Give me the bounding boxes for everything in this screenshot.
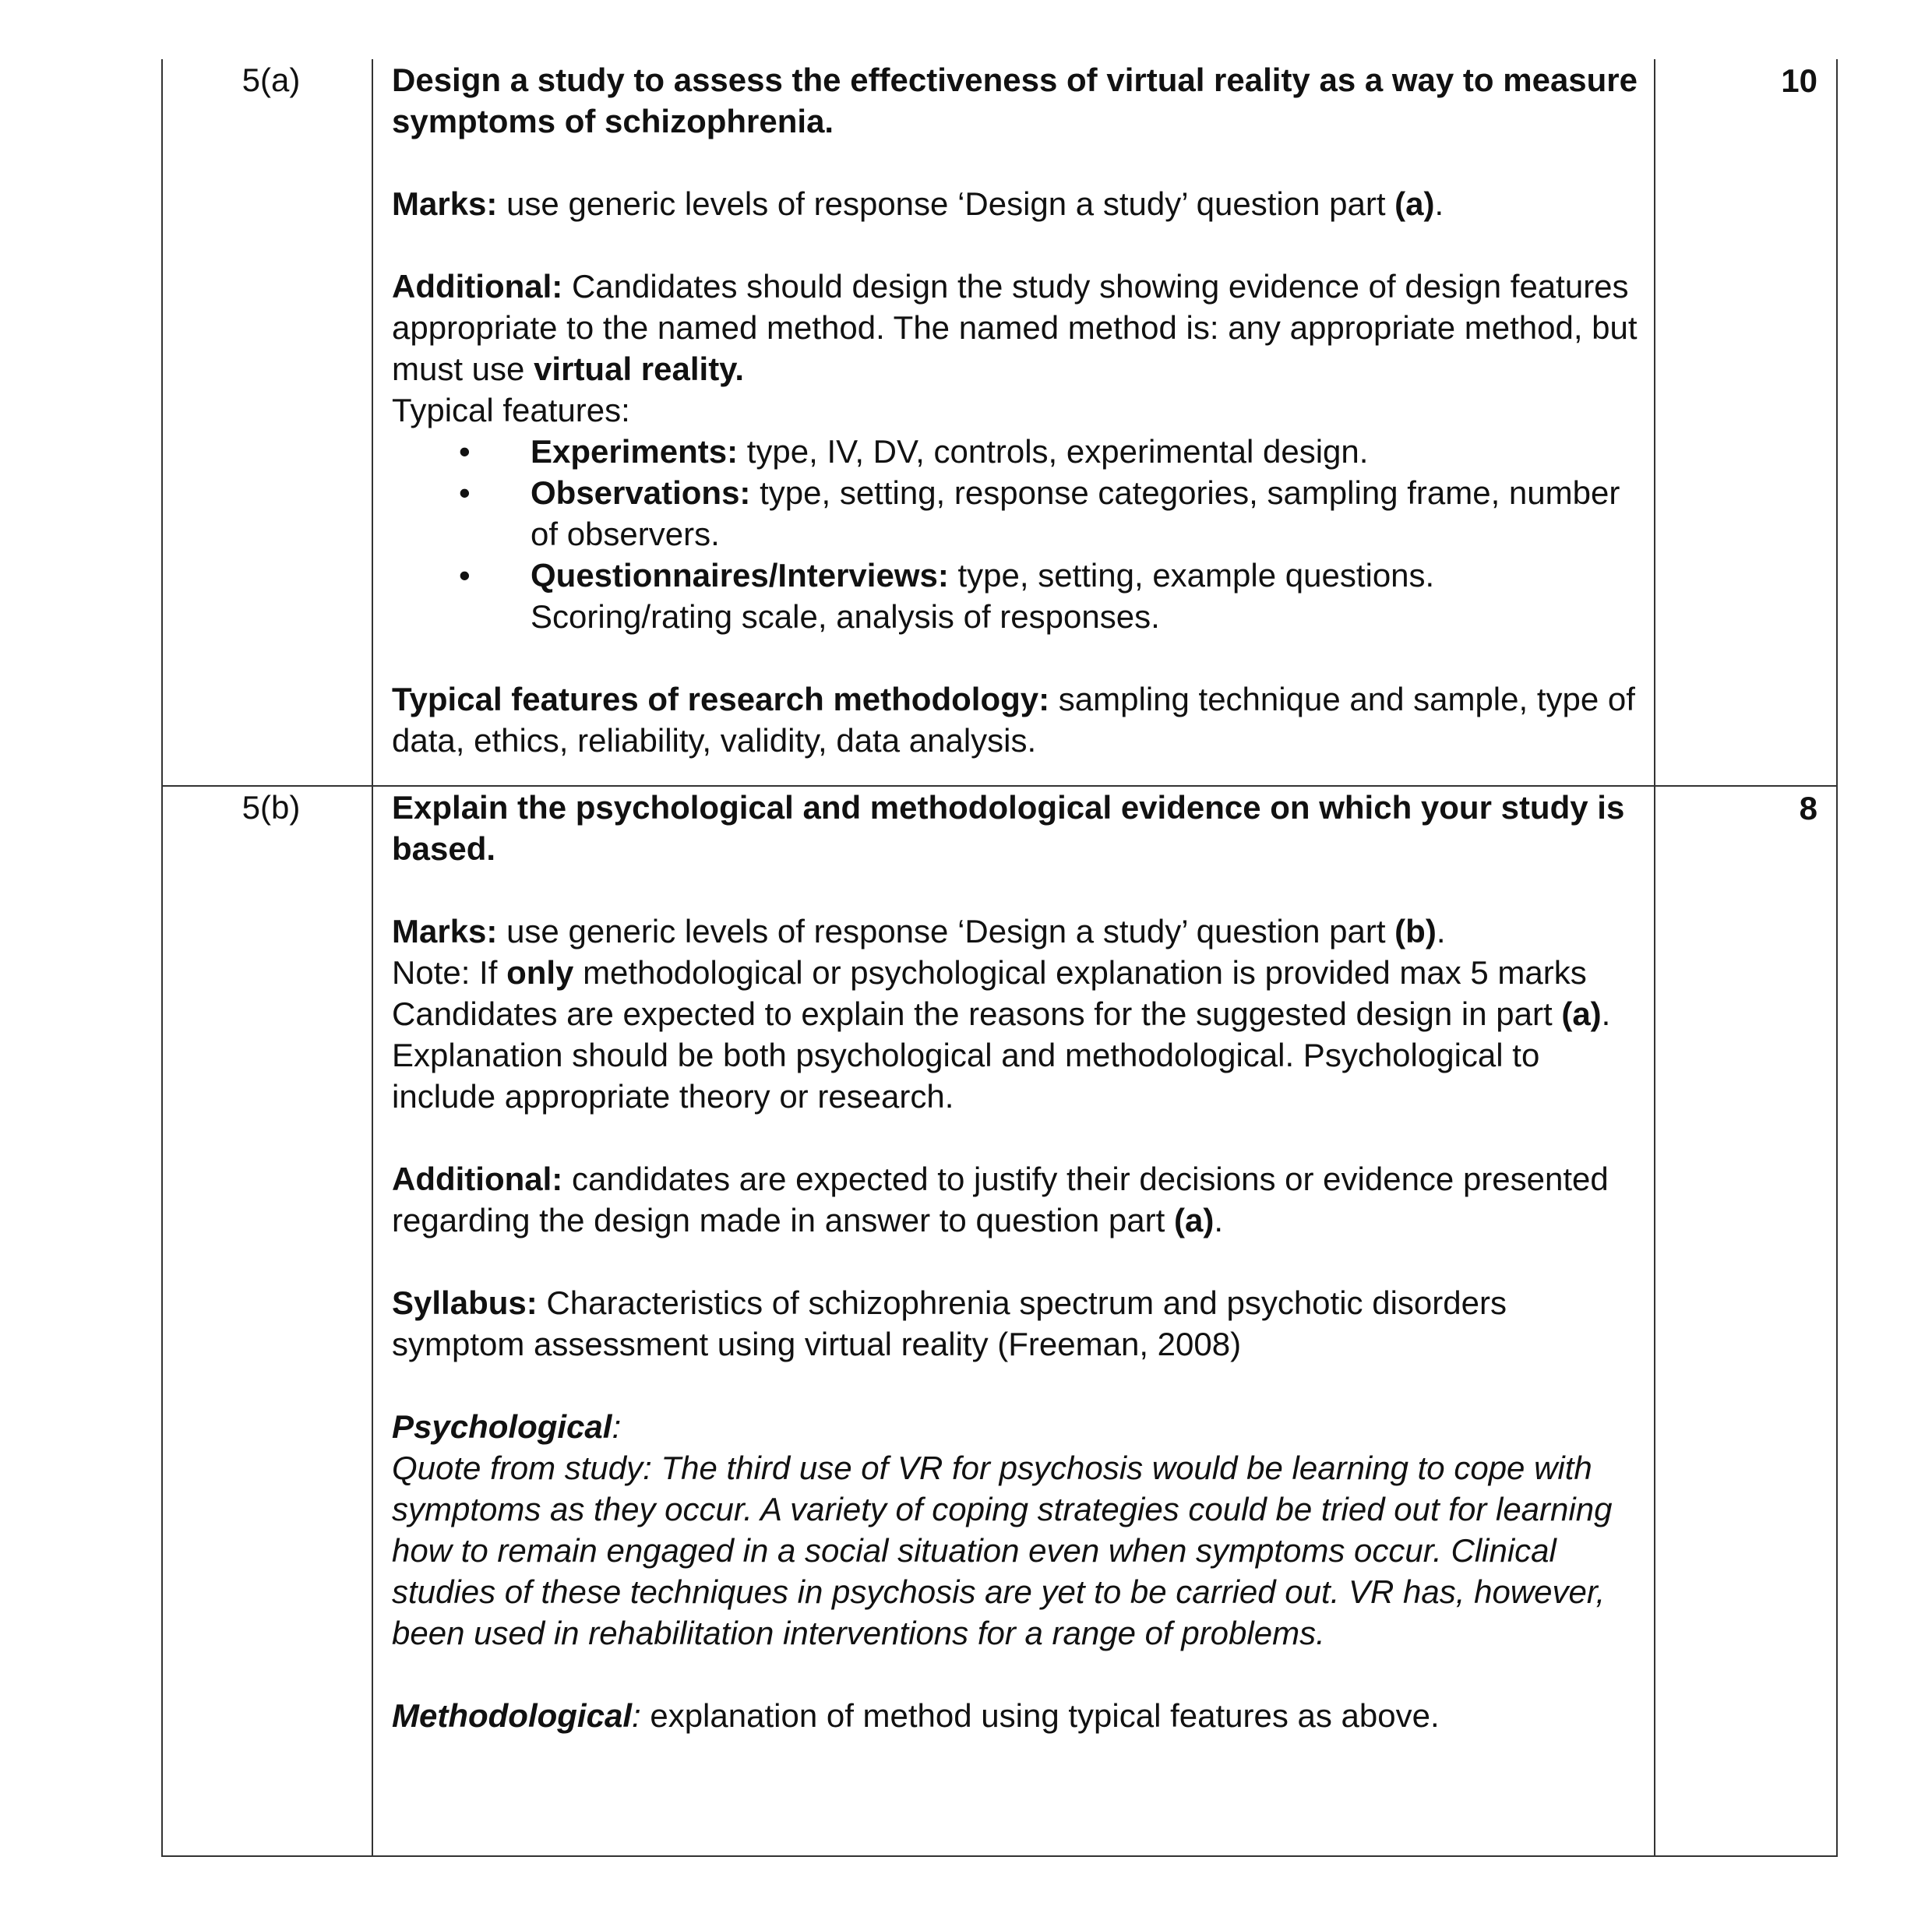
list-item: • Observations: type, setting, response categories, sampling frame, number of observers. [392,472,1638,555]
methodological-paragraph: Methodological: explanation of method using typical features as above. [392,1697,1440,1734]
psychological-heading: Psychological: [392,1408,622,1445]
question-number: 5(a) [242,62,301,98]
table-row [162,59,1837,786]
answer-cell [372,59,1655,786]
marks-paragraph: Marks: use generic levels of response ‘Design a study’ question part (b). [392,913,1446,949]
marks-paragraph: Marks: use generic levels of response ‘Design a study’ question part (a). [392,185,1444,222]
bullet-icon: • [459,557,471,594]
mark-scheme-table [161,59,1838,1857]
methodology-paragraph: Typical features of research methodology: sampling technique and sample, type of data, ethics, reliability, validity, data analysis. [392,681,1635,759]
list-item: • Questionnaires/Interviews: type, setting, example questions. Scoring/rating scale, analysis of responses. [392,555,1638,637]
marks-value: 8 [1799,790,1817,826]
syllabus-paragraph: Syllabus: Characteristics of schizophrenia spectrum and psychotic disorders symptom assessment using virtual reality (Freeman, 2008) [392,1284,1507,1362]
bullet-icon: • [459,433,471,470]
question-number-cell [162,786,372,1856]
additional-paragraph: Additional: Candidates should design the study showing evidence of design features appropriate to the named method. The named method is: any appropriate method, but must use virtual reality. [392,268,1638,387]
note-paragraph: Note: If only methodological or psychological explanation is provided max 5 marks [392,954,1587,991]
marks-value: 10 [1781,62,1817,99]
features-list [392,431,1638,637]
additional-paragraph: Additional: candidates are expected to justify their decisions or evidence presented regarding the design made in answer to question part (a). [392,1161,1609,1238]
question-number: 5(b) [242,789,301,826]
answer-cell [372,786,1655,1856]
marks-cell [1655,59,1837,786]
table-row [162,786,1837,1856]
question-number-cell [162,59,372,786]
marks-cell [1655,786,1837,1856]
bullet-icon: • [459,474,471,511]
expected-paragraph: Candidates are expected to explain the reasons for the suggested design in part (a). Explanation should be both psychological and methodological. Psychological to include appropriate theory or research. [392,995,1611,1115]
question-title: Explain the psychological and methodological evidence on which your study is based. [392,789,1625,867]
quote-paragraph: Quote from study: The third use of VR for psychosis would be learning to cope with symptoms as they occur. A variety of coping strategies could be tried out for learning how to remain engaged in a social situation even when symptoms occur. Clinical studies of these techniques in psychosis are yet to be carried out. VR has, however, been used in rehabilitation interventions for a range of problems. [392,1450,1613,1651]
list-item: • Experiments: type, IV, DV, controls, experimental design. [392,431,1638,472]
question-title: Design a study to assess the effectiveness of virtual reality as a way to measure symptoms of schizophrenia. [392,62,1638,139]
typical-features-heading: Typical features: [392,392,630,428]
